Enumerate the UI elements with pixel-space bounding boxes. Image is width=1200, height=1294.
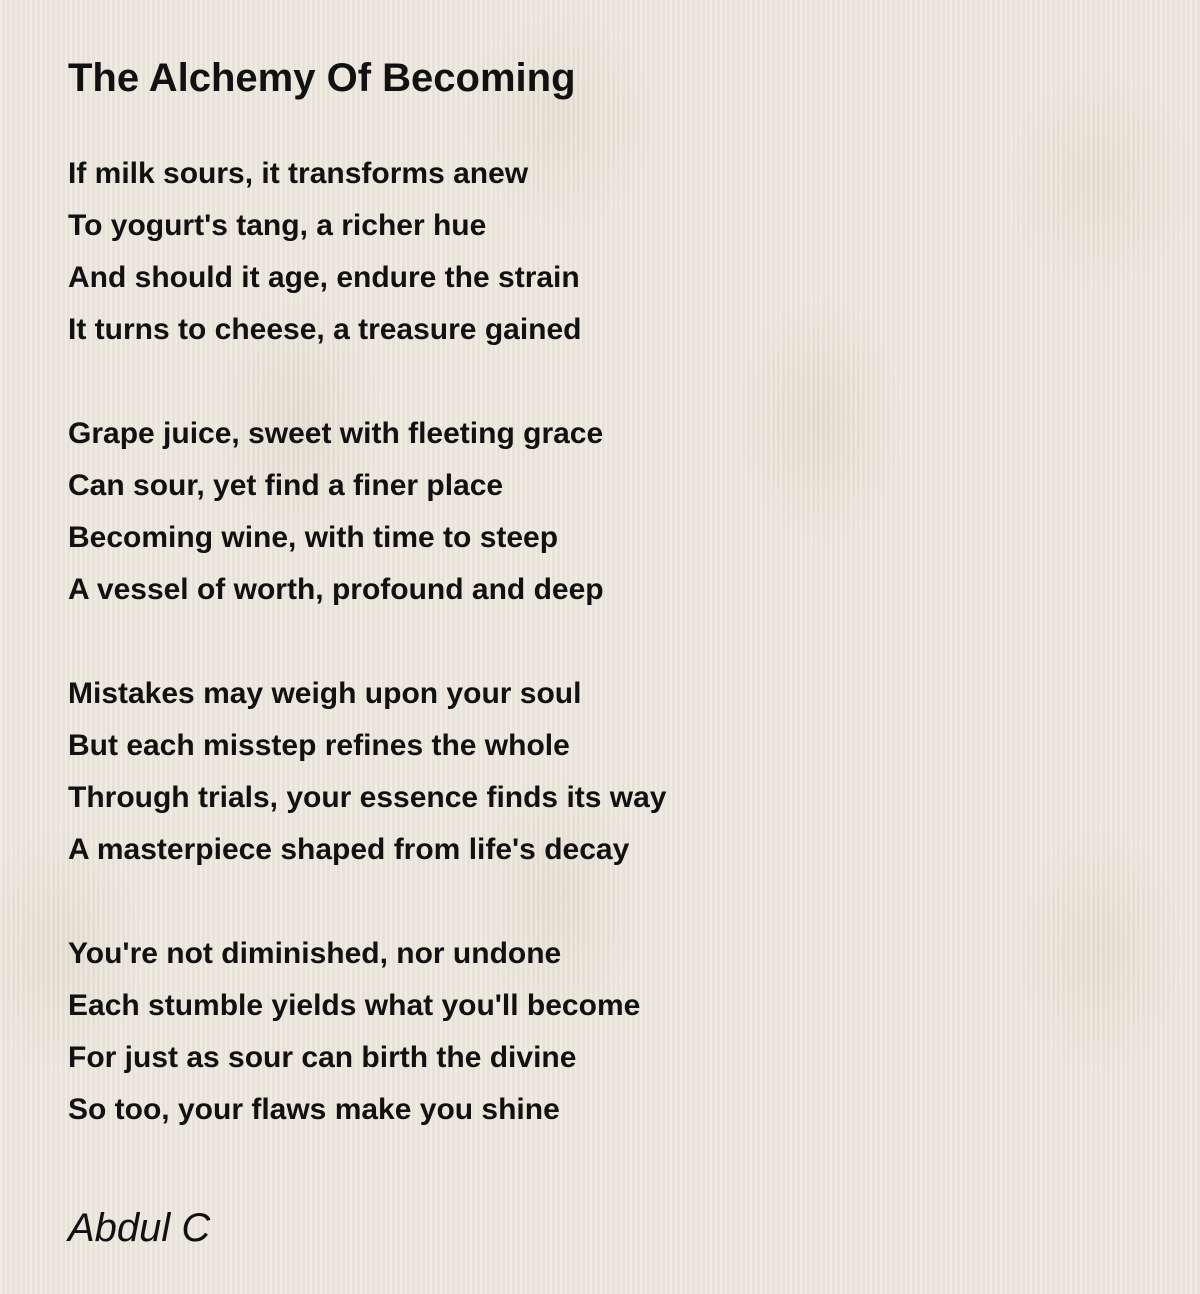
poem-line: For just as sour can birth the divine (68, 1041, 577, 1074)
poem-line: A vessel of worth, profound and deep (68, 573, 604, 606)
poem-line: You're not diminished, nor undone (68, 937, 562, 970)
stanza-4 (68, 928, 1148, 1136)
poem-line: Mistakes may weigh upon your soul (68, 677, 582, 710)
poem-line: To yogurt's tang, a richer hue (68, 209, 487, 242)
stanza-3 (68, 668, 1148, 876)
poem-author: Abdul C (68, 1206, 211, 1250)
poem-body (68, 148, 1148, 1136)
poem-line: A masterpiece shaped from life's decay (68, 833, 630, 866)
poem-line: So too, your flaws make you shine (68, 1093, 560, 1126)
poem-line: Becoming wine, with time to steep (68, 521, 559, 554)
poem-line: If milk sours, it transforms anew (68, 157, 529, 190)
stanza-2 (68, 408, 1148, 616)
poem-line: It turns to cheese, a treasure gained (68, 313, 582, 346)
poem-line: Grape juice, sweet with fleeting grace (68, 417, 604, 450)
poem-line: Can sour, yet find a finer place (68, 469, 504, 502)
poem-line: Each stumble yields what you'll become (68, 989, 641, 1022)
poem-page (68, 52, 1148, 1254)
poem-line: Through trials, your essence finds its way (68, 781, 667, 814)
poem-title: The Alchemy Of Becoming (68, 56, 576, 100)
poem-line: And should it age, endure the strain (68, 261, 580, 294)
poem-line: But each misstep refines the whole (68, 729, 570, 762)
stanza-1 (68, 148, 1148, 356)
